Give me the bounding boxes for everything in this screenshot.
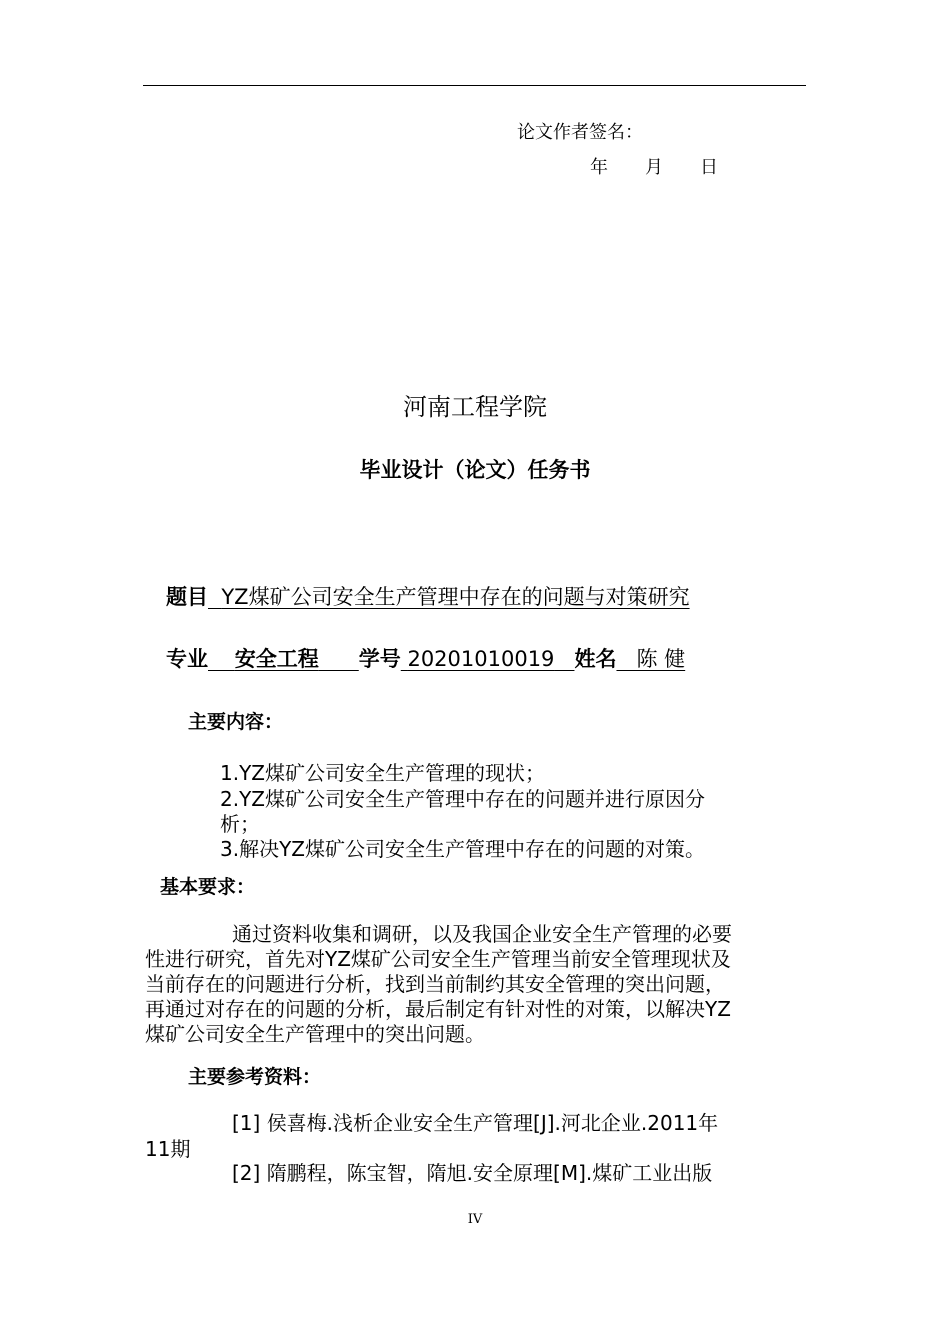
header-rule [143,85,806,86]
document-title: 毕业设计（论文）任务书 [359,458,591,482]
requirements-line: 煤矿公司安全生产管理中的突出问题。 [145,1022,485,1046]
date-month: 月 [645,157,663,178]
topic-value: YZ煤矿公司安全生产管理中存在的问题与对策研究 [221,585,690,609]
name-label: 姓名 [574,647,617,671]
signature-date [590,153,718,179]
topic-value-field [208,585,690,609]
major-value: 安全工程 [234,647,319,671]
requirements-line: 通过资料收集和调研，以及我国企业安全生产管理的必要 [232,922,732,946]
requirements-line: 再通过对存在的问题的分析，最后制定有针对性的对策，以解决YZ [145,997,731,1021]
requirements-line: 性进行研究，首先对YZ煤矿公司安全生产管理当前安全管理现状及 [145,947,731,971]
student-id-label: 学号 [358,647,401,671]
page-number: IV [467,1212,483,1227]
reference-entry-continued: 11期 [145,1137,191,1161]
content-item-2: 2.YZ煤矿公司安全生产管理中存在的问题并进行原因分 [220,787,705,811]
name-value: 陈 健 [636,647,686,671]
content-item-3: 3.解决YZ煤矿公司安全生产管理中存在的问题的对策。 [220,837,705,861]
school-name: 河南工程学院 [403,393,547,421]
reference-entry: [1] 侯喜梅.浅析企业安全生产管理[J].河北企业.2011年 [232,1111,719,1135]
date-day: 日 [700,157,718,178]
content-item-2-continued: 析； [220,812,260,836]
references-heading: 主要参考资料： [188,1066,322,1088]
student-id-field [401,647,575,671]
topic-label: 题目 [166,585,208,609]
requirements-line: 当前存在的问题进行分析，找到当前制约其安全管理的突出问题， [145,972,725,996]
main-content-heading: 主要内容： [188,711,284,733]
reference-entry: [2] 隋鹏程，陈宝智，隋旭.安全原理[M].煤矿工业出版 [232,1161,713,1185]
requirements-heading: 基本要求： [160,876,256,898]
name-field [616,647,685,671]
topic-row [166,581,690,611]
student-id-value: 20201010019 [407,647,555,671]
major-field [208,647,359,671]
signature-label: 论文作者签名： [517,122,643,143]
date-year: 年 [590,157,608,178]
content-item-1: 1.YZ煤矿公司安全生产管理的现状； [220,761,545,785]
major-label: 专业 [166,647,208,671]
student-info-row [166,643,685,673]
